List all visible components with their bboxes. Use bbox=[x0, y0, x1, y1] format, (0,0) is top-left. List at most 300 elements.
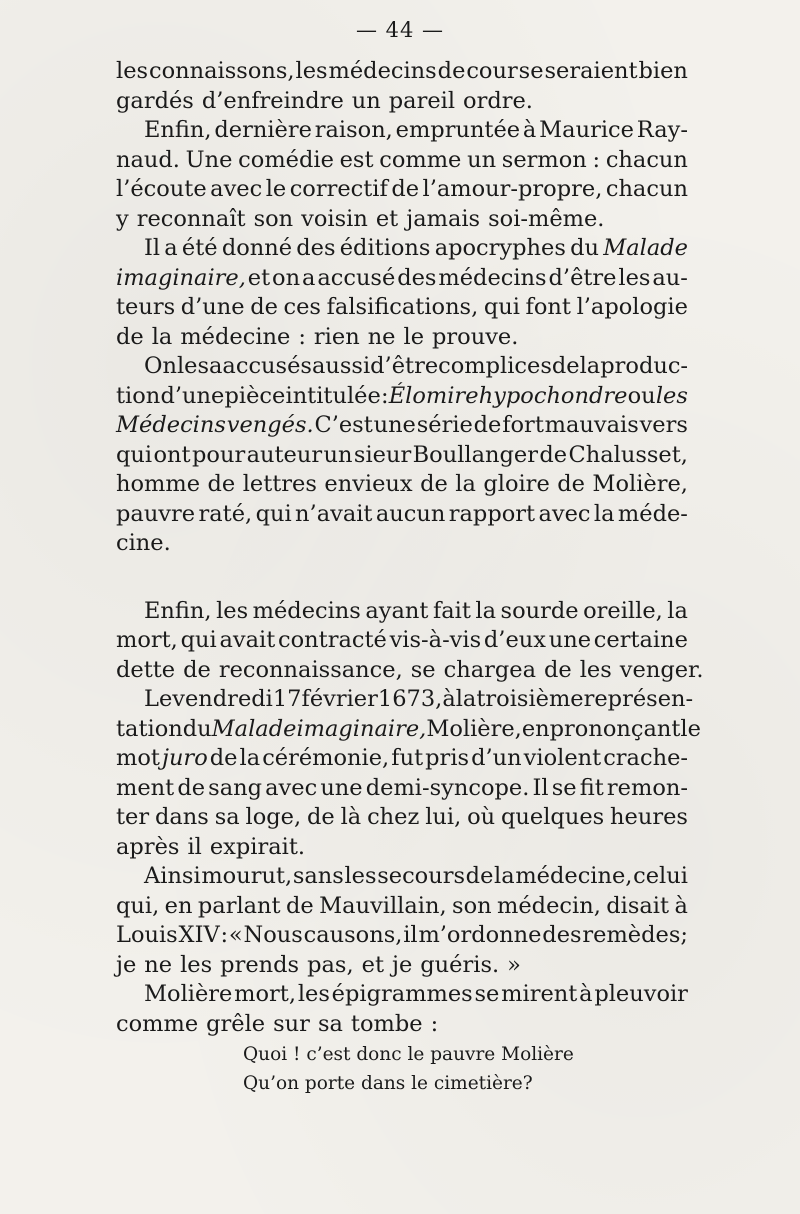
word: son bbox=[452, 892, 492, 919]
word: a bbox=[164, 235, 178, 261]
word: la bbox=[494, 863, 515, 889]
word: de bbox=[391, 176, 420, 202]
text-line bbox=[116, 744, 688, 774]
word: série bbox=[416, 412, 473, 438]
word: vers bbox=[639, 412, 688, 438]
text-line bbox=[116, 685, 694, 715]
word: de bbox=[544, 656, 572, 683]
word: pour bbox=[192, 441, 246, 468]
text-line bbox=[116, 352, 688, 382]
word: de bbox=[420, 471, 448, 497]
word: là bbox=[340, 804, 362, 830]
word: expirait. bbox=[209, 833, 306, 860]
word: les bbox=[618, 264, 651, 291]
word: je bbox=[391, 951, 413, 978]
word: a bbox=[302, 264, 316, 291]
word: empruntée bbox=[395, 117, 521, 143]
word: sa bbox=[214, 804, 240, 830]
paragraph bbox=[116, 116, 688, 234]
word: médecins bbox=[328, 58, 437, 84]
word: chargea bbox=[443, 656, 537, 683]
word: violent bbox=[523, 745, 602, 771]
word: loge, bbox=[245, 804, 302, 830]
word: Médecins bbox=[116, 412, 226, 438]
word: mort, bbox=[116, 627, 178, 653]
word: à bbox=[442, 686, 456, 712]
word: teurs bbox=[116, 294, 176, 320]
word: qui bbox=[483, 294, 520, 320]
word: d’eux bbox=[483, 627, 546, 653]
word: mort, bbox=[234, 981, 297, 1007]
word: mot bbox=[116, 745, 160, 771]
word: épigrammes bbox=[331, 981, 473, 1007]
word: comme bbox=[116, 1010, 199, 1037]
word: Le bbox=[144, 686, 173, 712]
word: 1673, bbox=[377, 686, 443, 712]
word: tion bbox=[116, 382, 161, 409]
word: en bbox=[521, 715, 550, 742]
word: ne bbox=[367, 323, 396, 350]
text-line bbox=[116, 57, 688, 87]
text-line bbox=[116, 175, 688, 205]
word: remon- bbox=[606, 774, 688, 801]
word: il bbox=[187, 833, 202, 860]
word: est bbox=[339, 146, 374, 173]
paragraph bbox=[116, 352, 688, 559]
word: pièce bbox=[224, 382, 286, 409]
word: ordre. bbox=[463, 87, 533, 114]
word: accusé bbox=[317, 264, 396, 291]
word: la bbox=[579, 353, 601, 379]
word: ou bbox=[627, 382, 656, 409]
word: une bbox=[548, 627, 592, 653]
word: médecine, bbox=[515, 863, 633, 889]
word: pas, bbox=[307, 951, 354, 978]
word: les bbox=[180, 951, 213, 978]
word: fit bbox=[579, 774, 604, 801]
word: guéris. bbox=[420, 951, 500, 978]
word: bien bbox=[638, 58, 688, 84]
word: celui bbox=[633, 863, 688, 889]
word: qui bbox=[255, 500, 292, 527]
word: la bbox=[455, 471, 476, 497]
word: donné bbox=[221, 235, 293, 261]
word: homme bbox=[116, 471, 201, 497]
word: ment bbox=[116, 774, 175, 801]
word: imaginaire, bbox=[296, 715, 427, 742]
word: vendredi bbox=[172, 686, 273, 712]
word: secours bbox=[377, 863, 466, 889]
text-line bbox=[116, 1010, 688, 1040]
word: le bbox=[680, 715, 701, 742]
word: jamais bbox=[406, 205, 481, 232]
word: Il bbox=[144, 235, 161, 261]
word: Chalusset, bbox=[568, 441, 688, 468]
word: comédie bbox=[238, 146, 334, 173]
word: sa bbox=[317, 1010, 343, 1037]
word: de bbox=[177, 774, 206, 801]
word: les bbox=[579, 656, 612, 683]
word: lettres bbox=[242, 471, 317, 497]
word: la bbox=[475, 597, 497, 624]
word: gloire bbox=[483, 471, 550, 497]
paragraph-gap bbox=[116, 559, 688, 597]
word: avec bbox=[265, 774, 318, 801]
word: pris bbox=[425, 745, 470, 771]
word: ayant bbox=[365, 597, 429, 624]
text-line bbox=[116, 921, 688, 951]
word: prouve. bbox=[432, 323, 519, 350]
word: » bbox=[507, 951, 521, 978]
word: mauvais bbox=[544, 412, 639, 438]
word: de bbox=[437, 58, 466, 84]
word: à bbox=[674, 892, 688, 919]
word: Molière bbox=[144, 981, 233, 1007]
word: n’avait bbox=[295, 500, 373, 527]
text-line bbox=[116, 234, 688, 264]
word: mirent bbox=[501, 981, 578, 1007]
word: où bbox=[467, 804, 496, 830]
word: d’une bbox=[160, 382, 225, 409]
word: : bbox=[298, 323, 306, 350]
word: sans bbox=[292, 863, 344, 889]
word: de bbox=[207, 471, 236, 497]
word: les bbox=[216, 597, 249, 624]
word: : bbox=[220, 922, 229, 948]
word: pauvre bbox=[116, 500, 196, 527]
word: été bbox=[181, 235, 218, 261]
word: une bbox=[320, 774, 363, 801]
word: chacun bbox=[605, 176, 688, 202]
word: fut bbox=[391, 745, 424, 771]
word: imaginaire, bbox=[116, 264, 246, 291]
word: on bbox=[272, 264, 301, 291]
word: vengés. bbox=[226, 412, 314, 438]
word: rien bbox=[313, 323, 360, 350]
word: chacun bbox=[605, 146, 688, 173]
word: prends bbox=[220, 951, 300, 978]
paragraph bbox=[116, 234, 688, 352]
word: de bbox=[551, 353, 580, 379]
word: Malade bbox=[603, 235, 688, 261]
paragraph bbox=[116, 597, 704, 686]
word: Enfin, bbox=[144, 117, 212, 143]
word: fort bbox=[502, 412, 544, 438]
word: au- bbox=[652, 264, 688, 291]
word: cérémonie, bbox=[262, 745, 390, 771]
verse-line-2: Qu’on porte dans le cimetière? bbox=[243, 1073, 533, 1094]
word: ces bbox=[283, 294, 321, 320]
word: avait bbox=[219, 627, 276, 653]
word: : bbox=[592, 146, 601, 173]
word: son bbox=[253, 205, 294, 232]
word: de bbox=[473, 412, 502, 438]
word: pareil bbox=[388, 87, 456, 114]
text-line bbox=[116, 470, 688, 500]
text-line bbox=[116, 441, 688, 471]
word: les bbox=[655, 382, 688, 409]
text-line bbox=[116, 626, 688, 656]
word: le bbox=[265, 176, 287, 202]
word: sur bbox=[273, 1010, 310, 1037]
word: quelques bbox=[501, 804, 605, 830]
word: sourde bbox=[500, 597, 579, 624]
word: de bbox=[539, 441, 568, 468]
word: la bbox=[151, 323, 173, 350]
word: complices bbox=[438, 353, 552, 379]
word: médecins bbox=[252, 597, 361, 624]
word: sermon bbox=[501, 146, 587, 173]
word: voisin bbox=[301, 205, 368, 232]
word: la bbox=[455, 686, 477, 712]
word: et bbox=[361, 951, 384, 978]
word: Louis bbox=[116, 922, 178, 948]
word: m’ordonne bbox=[418, 922, 542, 948]
text-line bbox=[116, 951, 688, 981]
word: de bbox=[250, 294, 278, 320]
word: oreille, bbox=[583, 597, 663, 624]
word: Mauvillain, bbox=[319, 892, 447, 919]
word: font bbox=[525, 294, 571, 320]
text-line bbox=[116, 146, 688, 176]
word: je bbox=[116, 951, 137, 978]
word: Maurice bbox=[539, 117, 634, 143]
word: Boullanger bbox=[412, 441, 538, 468]
word: comme bbox=[379, 146, 462, 173]
word: rapport bbox=[448, 500, 536, 527]
word: y bbox=[116, 205, 129, 232]
paragraph bbox=[116, 685, 701, 862]
word: troisième bbox=[476, 686, 584, 712]
word: a bbox=[209, 353, 223, 379]
word: de bbox=[557, 471, 585, 497]
word: dernière bbox=[214, 117, 312, 143]
word: reconnaît bbox=[136, 205, 246, 232]
word: auteur bbox=[246, 441, 323, 468]
word: tombe bbox=[350, 1010, 423, 1037]
word: certaine bbox=[593, 627, 688, 653]
word: un bbox=[467, 146, 497, 173]
word: Il bbox=[532, 774, 549, 801]
word: intitulée bbox=[285, 382, 381, 409]
word: vis-à-vis bbox=[389, 627, 482, 653]
word: Ainsi bbox=[144, 863, 201, 889]
word: la bbox=[239, 745, 261, 771]
word: de bbox=[286, 892, 314, 919]
word: un bbox=[323, 441, 353, 468]
word: médecine bbox=[180, 323, 291, 350]
word: médecins bbox=[438, 264, 547, 291]
word: gardés bbox=[116, 87, 194, 114]
word: produc- bbox=[600, 353, 689, 379]
word: se bbox=[410, 656, 436, 683]
word: fait bbox=[432, 597, 471, 624]
word: On bbox=[144, 353, 177, 379]
word: et bbox=[375, 205, 399, 232]
word: de bbox=[307, 804, 335, 830]
word: seraient bbox=[544, 58, 638, 84]
word: correctif bbox=[289, 176, 388, 202]
word: : bbox=[430, 1010, 439, 1037]
word: parlant bbox=[197, 892, 281, 919]
word: crache- bbox=[603, 745, 688, 771]
word: cour bbox=[466, 58, 518, 84]
word: d’une bbox=[180, 294, 245, 320]
word: qui bbox=[116, 441, 153, 468]
text-line bbox=[116, 500, 688, 530]
word: à bbox=[522, 117, 537, 143]
word: les bbox=[297, 981, 330, 1007]
text-line bbox=[116, 205, 688, 235]
text-line bbox=[116, 87, 688, 117]
word: causons, bbox=[303, 922, 403, 948]
word: une bbox=[373, 412, 416, 438]
word: représen- bbox=[583, 686, 694, 712]
word: se bbox=[518, 58, 544, 84]
word: Malade bbox=[211, 715, 297, 742]
word: l’apologie bbox=[576, 294, 688, 320]
word: des bbox=[397, 264, 437, 291]
word: raison, bbox=[314, 117, 393, 143]
word: l’amour-propre, bbox=[422, 176, 603, 202]
text-line bbox=[116, 411, 688, 441]
word: aucun bbox=[375, 500, 446, 527]
text-line bbox=[116, 382, 688, 412]
word: méde- bbox=[617, 500, 688, 527]
word: sang bbox=[208, 774, 263, 801]
word: ont bbox=[153, 441, 191, 468]
word: chez bbox=[367, 804, 420, 830]
word: cine. bbox=[116, 530, 171, 556]
word: avec bbox=[538, 500, 591, 527]
body-text bbox=[116, 57, 704, 1039]
word: éditions bbox=[339, 235, 431, 261]
word: se bbox=[551, 774, 577, 801]
word: et bbox=[247, 264, 271, 291]
word: demi-syncope. bbox=[365, 774, 530, 801]
word: naud. bbox=[116, 146, 180, 173]
word: Une bbox=[185, 146, 233, 173]
word: Élomire bbox=[388, 382, 479, 409]
text-line bbox=[116, 597, 688, 627]
word: Molière, bbox=[426, 715, 522, 742]
text-line bbox=[116, 116, 688, 146]
word: des bbox=[542, 922, 582, 948]
word: de bbox=[183, 656, 211, 683]
word: sieur bbox=[353, 441, 412, 468]
word: la bbox=[667, 597, 688, 624]
paragraph bbox=[116, 862, 688, 980]
word: avec bbox=[210, 176, 263, 202]
word: ter bbox=[116, 804, 150, 830]
word: dans bbox=[154, 804, 209, 830]
word: de bbox=[116, 323, 144, 350]
word: qui, bbox=[116, 892, 160, 919]
word: les bbox=[344, 863, 377, 889]
word: XIV bbox=[178, 922, 220, 948]
word: médecin, bbox=[497, 892, 601, 919]
word: lui, bbox=[425, 804, 462, 830]
word: Ray- bbox=[636, 117, 688, 143]
word: la bbox=[593, 500, 615, 527]
word: disait bbox=[606, 892, 670, 919]
word: heures bbox=[610, 804, 688, 830]
word: remèdes; bbox=[582, 922, 688, 948]
word: « bbox=[228, 922, 243, 948]
word: d’enfreindre bbox=[201, 87, 344, 114]
word: juro bbox=[161, 745, 208, 771]
word: du bbox=[182, 715, 212, 742]
text-line bbox=[116, 264, 688, 294]
word: ne bbox=[144, 951, 173, 978]
word: de bbox=[465, 863, 494, 889]
word: d’un bbox=[471, 745, 522, 771]
page-number: — 44 — bbox=[355, 18, 445, 42]
word: d’être bbox=[548, 264, 617, 291]
word: prononçant bbox=[549, 715, 681, 742]
word: d’être bbox=[370, 353, 439, 379]
word: après bbox=[116, 833, 180, 860]
word: C’est bbox=[314, 412, 373, 438]
word: le bbox=[403, 323, 425, 350]
text-line bbox=[116, 293, 688, 323]
verse-quotation bbox=[243, 1040, 574, 1098]
word: se bbox=[474, 981, 500, 1007]
word: l’écoute bbox=[116, 176, 207, 202]
word: il bbox=[403, 922, 418, 948]
word: hypochondre bbox=[478, 382, 628, 409]
word: du bbox=[570, 235, 599, 261]
word: apocryphes bbox=[434, 235, 566, 261]
word: de bbox=[209, 745, 238, 771]
word: Nous bbox=[243, 922, 303, 948]
word: : bbox=[380, 382, 389, 409]
paragraph bbox=[116, 57, 688, 116]
text-line bbox=[116, 803, 688, 833]
word: 17 bbox=[272, 686, 302, 712]
verse-line-1: Quoi ! c’est donc le pauvre Molière bbox=[243, 1044, 574, 1065]
text-line bbox=[116, 833, 688, 863]
word: les bbox=[116, 58, 149, 84]
word: Enfin, bbox=[144, 597, 212, 624]
word: grêle bbox=[206, 1010, 266, 1037]
word: aussi bbox=[311, 353, 371, 379]
text-line bbox=[116, 862, 688, 892]
text-line bbox=[116, 892, 688, 922]
word: qui bbox=[180, 627, 217, 653]
word: dette bbox=[116, 656, 176, 683]
word: venger. bbox=[619, 656, 704, 683]
text-line bbox=[116, 529, 688, 559]
word: pleuvoir bbox=[594, 981, 688, 1007]
word: les bbox=[176, 353, 209, 379]
word: en bbox=[164, 892, 193, 919]
word: envieux bbox=[324, 471, 413, 497]
text-line bbox=[116, 323, 688, 353]
word: à bbox=[579, 981, 593, 1007]
word: contracté bbox=[278, 627, 387, 653]
text-line bbox=[116, 774, 688, 804]
word: un bbox=[351, 87, 381, 114]
text-line bbox=[116, 656, 704, 686]
word: mourut, bbox=[201, 863, 293, 889]
word: les bbox=[295, 58, 328, 84]
word: février bbox=[301, 686, 378, 712]
word: accusés bbox=[222, 353, 312, 379]
word: des bbox=[296, 235, 336, 261]
word: raté, bbox=[198, 500, 253, 527]
word: falsifications, bbox=[326, 294, 479, 320]
